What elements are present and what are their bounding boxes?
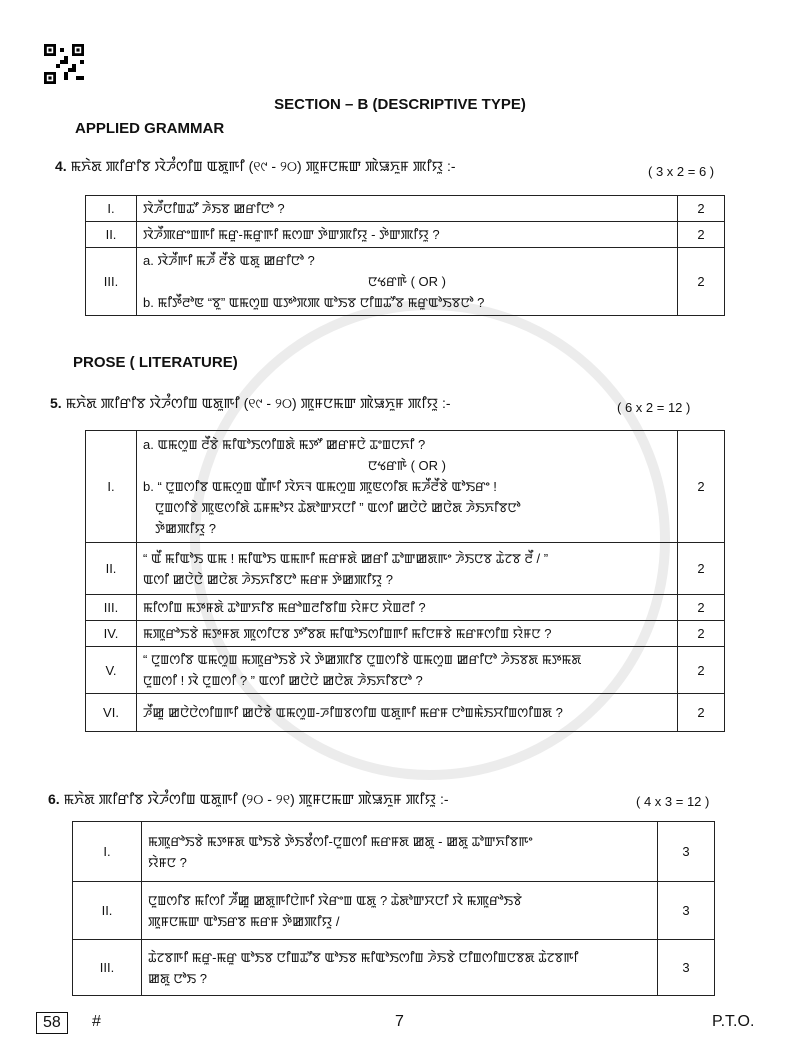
qr-code-icon — [44, 44, 84, 84]
row-marks: 2 — [678, 248, 725, 316]
table-row — [86, 694, 725, 732]
row-line: ꯊꯥꯖꯕꯒꯤ ꯃꯔꯨ-ꯃꯔꯨ ꯑꯣꯏꯕ ꯅꯤꯡꯊꯧꯕ ꯑꯣꯏꯕ ꯃꯤꯑꯣꯏꯁꯤꯡ ꯍꯥꯏꯕꯥ ꯅꯤꯡꯁꯤꯡꯅꯕꯗ ꯊꯥꯖꯕꯒꯤ — [148, 949, 579, 965]
row-line: ꯄꯨꯝꯅꯃꯛ ꯑꯣꯏꯔꯕ ꯃꯔꯝ ꯇꯥꯀꯄꯤꯌꯨ / — [148, 913, 340, 929]
row-line: b. “ ꯅꯨꯡꯁꯤꯕ ꯑꯃꯁꯨꯡ ꯑꯩꯒꯤ ꯋꯥꯈꯜ ꯑꯃꯁꯨꯡ ꯄꯨꯟꯁꯤꯗ ꯃꯍꯩꯂꯩꯕꯥ ꯑꯣꯏꯔꯦ ! — [143, 479, 497, 494]
row-text — [137, 222, 678, 248]
table-row — [86, 543, 725, 595]
row-marks: 2 — [678, 222, 725, 248]
row-text — [137, 543, 678, 595]
table-row — [86, 196, 725, 222]
row-number: VI. — [86, 694, 137, 732]
question-6-line — [48, 790, 449, 809]
page-number: 7 — [395, 1013, 404, 1030]
applied-grammar-heading: APPLIED GRAMMAR — [75, 120, 225, 137]
question-5-line — [50, 394, 451, 413]
question-4-marks: ( 3 x 2 = 6 ) — [648, 164, 715, 179]
row-line: b. ꯃꯤꯇꯩꯂꯣꯟ “ꯕꯨ” ꯑꯃꯁꯨꯡ ꯑꯇꯣꯞꯄ ꯑꯣꯏꯕ ꯅꯤꯡꯊꯧꯕ ꯃꯔꯨꯑꯣꯏꯕꯅꯣ ? — [143, 295, 485, 310]
row-number: III. — [86, 248, 137, 316]
table-row — [73, 882, 715, 940]
row-line: ꯃꯄꯨꯔꯣꯏꯕꯥ ꯃꯇꯝꯗ ꯄꯨꯁꯤꯅꯕ ꯇꯧꯕꯗ ꯃꯤꯑꯣꯏꯁꯤꯡꯒꯤ ꯃꯤꯅꯝꯕꯥ ꯃꯔꯝꯁꯤꯡ ꯌꯥꯝꯅ ? — [143, 626, 552, 641]
question-text: ꯃꯈꯥꯗ ꯄꯤꯔꯤꯕ ꯋꯥꯍꯪꯁꯤꯡ ꯑꯗꯨꯒꯤ (୧୯ - ୨୦) ꯄꯨꯝꯅꯃꯛ ꯄꯥꯎꯈꯨꯝ ꯄꯤꯌꯨ :- — [65, 395, 451, 411]
row-line: ꯑꯁꯤ ꯀꯅꯥꯅꯥ ꯀꯅꯥꯗ ꯍꯥꯏꯈꯤꯕꯅꯣ ꯃꯔꯝ ꯇꯥꯀꯄꯤꯌꯨ ? — [143, 571, 394, 587]
row-text — [142, 940, 658, 996]
row-marks: 2 — [678, 621, 725, 647]
row-marks: 3 — [658, 822, 715, 882]
row-line: ꯅꯠꯔꯒꯥ ( OR ) — [368, 274, 446, 289]
row-number: I. — [86, 196, 137, 222]
row-marks: 2 — [678, 431, 725, 543]
row-text — [137, 431, 678, 543]
row-text — [142, 822, 658, 882]
row-number: III. — [86, 595, 137, 621]
row-marks: 3 — [658, 882, 715, 940]
table-row — [86, 431, 725, 543]
row-text — [142, 882, 658, 940]
row-number: IV. — [86, 621, 137, 647]
table-row — [86, 647, 725, 694]
pto-label: P.T.O. — [712, 1013, 755, 1030]
table-row — [73, 822, 715, 882]
table-row — [86, 248, 725, 316]
row-line: ꯅꯠꯔꯒꯥ ( OR ) — [368, 458, 446, 473]
row-line: ꯅꯨꯡꯁꯤꯕꯥ ꯄꯨꯟꯁꯤꯗꯥ ꯊꯝꯃꯣꯌ ꯊꯥꯗꯣꯛꯆꯅꯤ ” ꯑꯁꯤ ꯀꯅꯥꯅꯥ ꯀꯅꯥꯗ ꯍꯥꯏꯈꯤꯕꯅꯣ — [155, 500, 521, 515]
row-line: ꯋꯥꯍꯩꯄꯔꯦꯡꯒꯤ ꯃꯔꯨ-ꯃꯔꯨꯒꯤ ꯃꯁꯛ ꯇꯥꯛꯄꯤꯌꯨ - ꯇꯥꯛꯄꯤꯌꯨ ? — [143, 227, 440, 242]
row-number: II. — [73, 882, 142, 940]
row-text — [137, 196, 678, 222]
row-number: I. — [73, 822, 142, 882]
row-line: a. ꯋꯥꯍꯩꯒꯤ ꯃꯍꯩ ꯂꯩꯕꯥ ꯑꯗꯨ ꯀꯔꯤꯅꯣ ? — [143, 253, 315, 268]
prose-heading: PROSE ( LITERATURE) — [73, 354, 238, 371]
row-line: ꯋꯥꯍꯩꯅꯤꯡꯊꯧ ꯍꯥꯏꯕ ꯀꯔꯤꯅꯣ ? — [143, 201, 285, 216]
page-code: 58 — [36, 1012, 68, 1034]
row-text — [137, 248, 678, 316]
row-marks: 3 — [658, 940, 715, 996]
row-line: “ ꯑꯩ ꯃꯤꯑꯣꯏ ꯑꯃ ! ꯃꯤꯑꯣꯏ ꯑꯃꯒꯤ ꯃꯔꯝꯗꯥ ꯀꯔꯤ ꯊꯣꯛꯀꯗꯒꯦ ꯍꯥꯏꯅꯕ ꯊꯥꯖꯕ ꯂꯩ / ” — [143, 550, 549, 566]
question-4-table — [85, 195, 725, 316]
question-6-table — [72, 821, 715, 996]
row-line: ꯃꯄꯨꯔꯣꯏꯕꯥ ꯃꯇꯝꯗ ꯑꯣꯏꯕꯥ ꯇꯥꯏꯕꯪꯁꯤ-ꯅꯨꯡꯁꯤ ꯃꯔꯝꯗ ꯀꯗꯨ - ꯀꯗꯨ ꯊꯣꯛꯈꯤꯕꯒꯦ — [148, 833, 533, 849]
row-number: I. — [86, 431, 137, 543]
row-line: ꯃꯤꯁꯤꯡ ꯃꯇꯝꯗꯥ ꯊꯣꯛꯈꯤꯕ ꯃꯔꯣꯡꯂꯤꯕꯤꯡ ꯌꯥꯝꯅ ꯆꯥꯡꯂꯤ ? — [143, 600, 426, 615]
row-line: ꯅꯨꯡꯁꯤꯕ ꯃꯤꯁꯤ ꯍꯩꯀꯨ ꯀꯗꯨꯒꯤꯅꯥꯒꯤ ꯋꯥꯔꯦꯡ ꯑꯗꯨ ? ꯊꯥꯗꯣꯛꯆꯅꯤ ꯋꯥ ꯃꯄꯨꯔꯣꯏꯕꯥ — [148, 892, 522, 908]
row-line: ꯇꯥꯀꯄꯤꯌꯨ ? — [155, 521, 216, 536]
row-line: ꯌꯥꯝꯅ ? — [148, 854, 187, 870]
row-text — [137, 694, 678, 732]
question-text: ꯃꯈꯥꯗ ꯄꯤꯔꯤꯕ ꯋꯥꯍꯪꯁꯤꯡ ꯑꯗꯨꯒꯤ (୧୯ - ୨୦) ꯄꯨꯝꯅꯃꯛ ꯄꯥꯎꯈꯨꯝ ꯄꯤꯌꯨ :- — [70, 158, 456, 174]
row-line: ꯍꯩꯀꯨ ꯀꯅꯥꯅꯥꯁꯤꯡꯒꯤ ꯀꯅꯥꯕꯥ ꯑꯃꯁꯨꯡ-ꯍꯤꯡꯕꯁꯤꯡ ꯑꯗꯨꯒꯤ ꯃꯔꯝ ꯅꯣꯡꯃꯥꯏꯆꯤꯡꯁꯤꯡꯗ ? — [143, 705, 563, 720]
question-number: 5. — [50, 395, 62, 411]
row-text — [137, 595, 678, 621]
row-text — [137, 647, 678, 694]
row-text — [137, 621, 678, 647]
row-marks: 2 — [678, 543, 725, 595]
row-number: V. — [86, 647, 137, 694]
section-title: SECTION – B (DESCRIPTIVE TYPE) — [274, 96, 526, 113]
row-line: ꯅꯨꯡꯁꯤ ! ꯋꯥ ꯅꯨꯡꯁꯤ ? ” ꯑꯁꯤ ꯀꯅꯥꯅꯥ ꯀꯅꯥꯗ ꯍꯥꯏꯈꯤꯕꯅꯣ ? — [143, 673, 423, 688]
table-row — [86, 595, 725, 621]
row-line: “ ꯅꯨꯡꯁꯤꯕ ꯑꯃꯁꯨꯡ ꯃꯄꯨꯔꯣꯏꯕꯥ ꯋꯥ ꯇꯥꯀꯄꯤꯕ ꯅꯨꯡꯁꯤꯕꯥ ꯑꯃꯁꯨꯡ ꯀꯔꯤꯅꯣ ꯍꯥꯏꯕꯗ ꯃꯇꯃꯗ — [143, 652, 582, 667]
question-number: 4. — [55, 158, 67, 174]
table-row — [86, 222, 725, 248]
question-5-marks: ( 6 x 2 = 12 ) — [617, 400, 691, 415]
row-marks: 2 — [678, 647, 725, 694]
question-number: 6. — [48, 791, 60, 807]
row-line: ꯀꯗꯨ ꯅꯣꯏ ? — [148, 970, 207, 986]
row-number: II. — [86, 222, 137, 248]
table-row — [73, 940, 715, 996]
hash-mark: # — [92, 1013, 101, 1030]
table-row — [86, 621, 725, 647]
question-6-marks: ( 4 x 3 = 12 ) — [636, 794, 710, 809]
row-number: III. — [73, 940, 142, 996]
row-marks: 2 — [678, 595, 725, 621]
row-number: II. — [86, 543, 137, 595]
question-5-table — [85, 430, 725, 732]
row-marks: 2 — [678, 694, 725, 732]
row-marks: 2 — [678, 196, 725, 222]
row-line: a. ꯑꯃꯁꯨꯡ ꯂꯩꯕꯥ ꯃꯤꯑꯣꯏꯁꯤꯡꯗꯥ ꯃꯇꯧ ꯀꯔꯝꯅꯥ ꯊꯦꯡꯅꯈꯤ ? — [143, 437, 426, 452]
question-text: ꯃꯈꯥꯗ ꯄꯤꯔꯤꯕ ꯋꯥꯍꯪꯁꯤꯡ ꯑꯗꯨꯒꯤ (୨୦ - ୨୧) ꯄꯨꯝꯅꯃꯛ ꯄꯥꯎꯈꯨꯝ ꯄꯤꯌꯨ :- — [63, 791, 449, 807]
question-4-line — [55, 157, 456, 176]
